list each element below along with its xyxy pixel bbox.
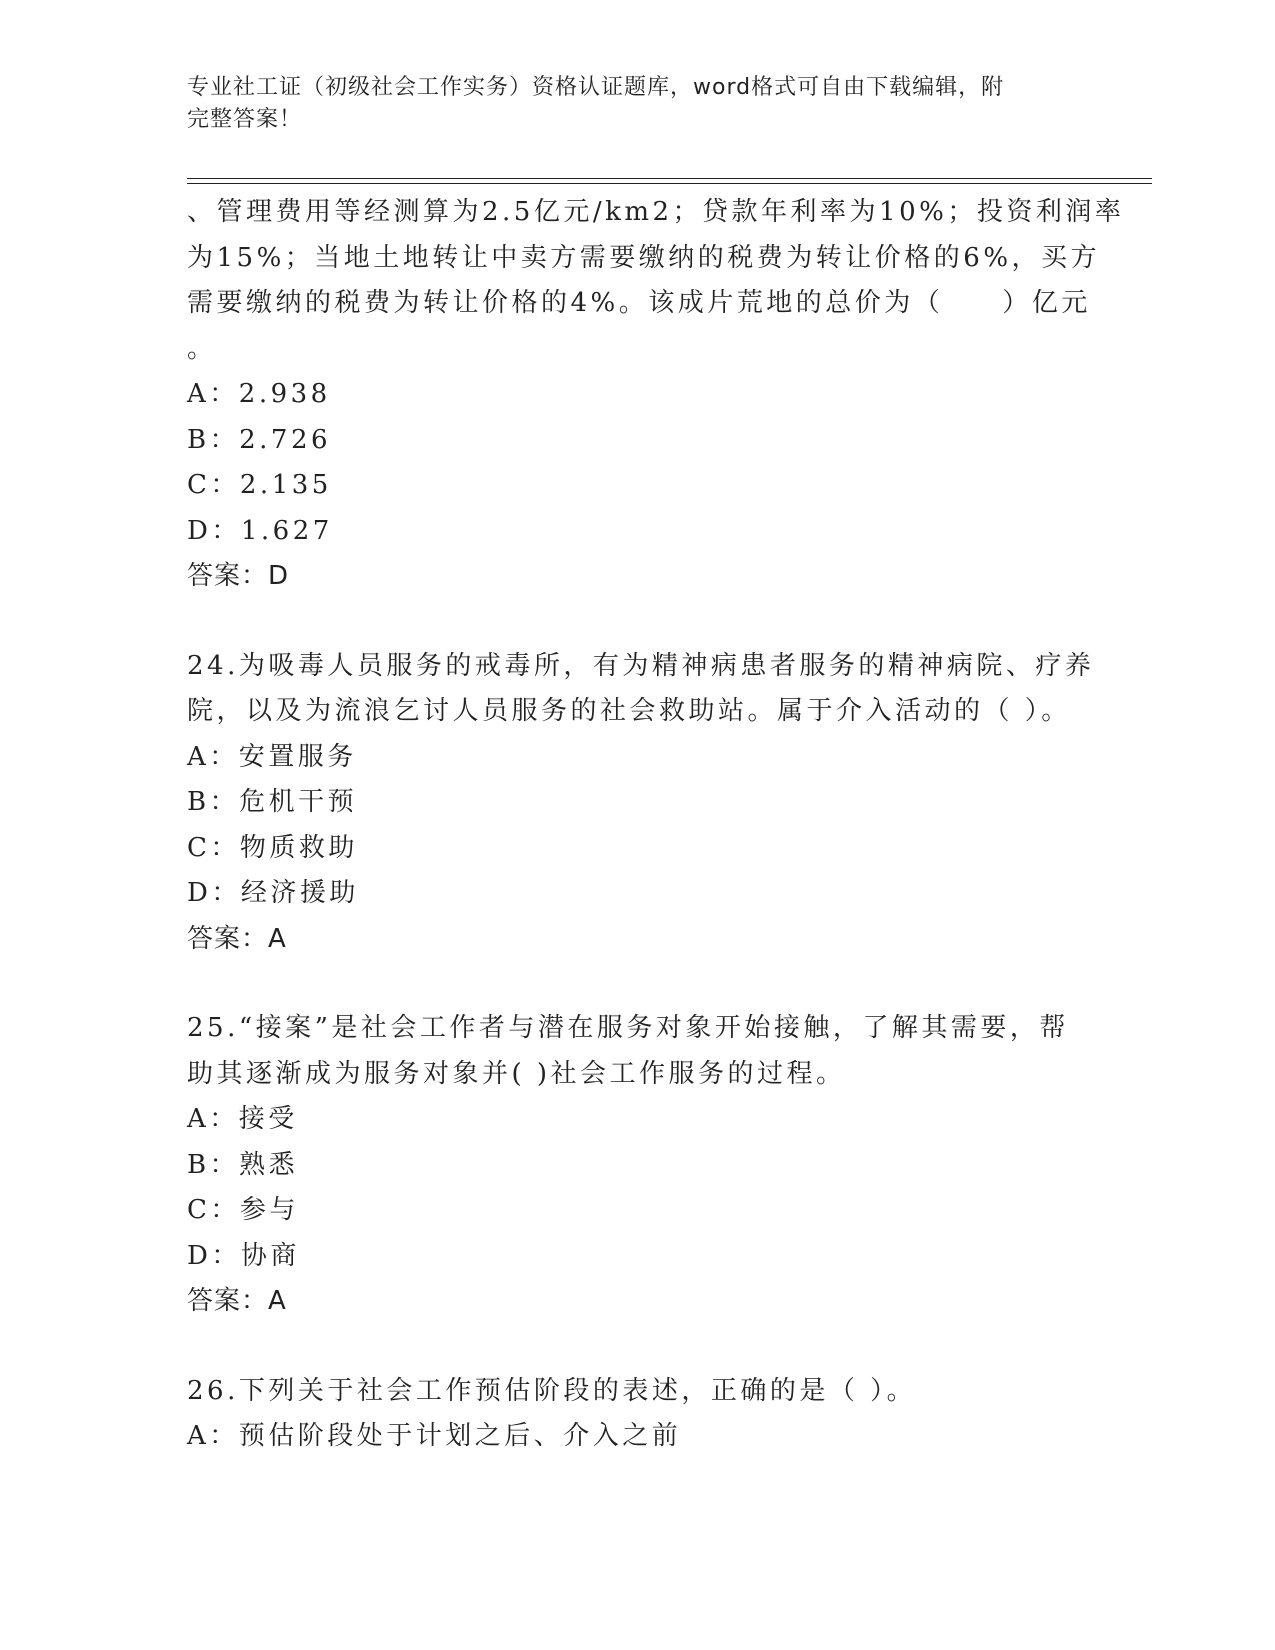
question-stem-line: 25.“接案”是社会工作者与潜在服务对象开始接触，了解其需要，帮 (187, 1013, 1069, 1043)
option-c: C：物质救助 (187, 832, 358, 863)
option-c: C：2.135 (187, 470, 332, 500)
document-body (187, 190, 1125, 1460)
question-spacer (187, 962, 1087, 1006)
question-stem-line: 助其逐渐成为服务对象并( )社会工作服务的过程。 (187, 1058, 846, 1089)
question-block (187, 1369, 1087, 1460)
option-b: B：2.726 (187, 424, 332, 455)
header-rule-bottom (187, 183, 1152, 184)
question-stem-line: 26.下列关于社会工作预估阶段的表述，正确的是（ ）。 (187, 1375, 917, 1406)
option-b: B：危机干预 (187, 787, 358, 817)
option-d: D：协商 (187, 1240, 300, 1271)
header-line-2: 完整答案！ (187, 107, 303, 132)
option-a: A：预估阶段处于计划之后、介入之前 (187, 1421, 682, 1451)
question-stem-line: 24.为吸毒人员服务的戒毒所，有为精神病患者服务的精神病院、疗养 (187, 650, 1095, 681)
question-stem-line: 院，以及为流浪乞讨人员服务的社会救助站。属于介入活动的（ ）。 (187, 696, 1071, 726)
question-stem-line: 。 (187, 333, 217, 364)
question-block (187, 1006, 1087, 1325)
option-d: D：1.627 (187, 515, 333, 546)
option-a: A：安置服务 (187, 741, 357, 772)
question-stem-line: 需要缴纳的税费为转让价格的4%。该成片荒地的总价为（ ）亿元 (187, 288, 1091, 318)
answer: 答案：D (187, 561, 290, 591)
question-stem-line: 、管理费用等经测算为2.5亿元/km2；贷款年利率为10%；投资利润率 (187, 197, 1125, 227)
option-b: B：熟悉 (187, 1149, 299, 1180)
answer: 答案：A (187, 1286, 287, 1316)
header-rule-top (187, 178, 1152, 179)
header-line-1: 专业社工证（初级社会工作实务）资格认证题库，word格式可自由下载编辑，附 (187, 75, 1005, 100)
question-stem-line: 为15%；当地土地转让中卖方需要缴纳的税费为转让价格的6%，买方 (187, 242, 1101, 273)
document-header (187, 72, 1067, 136)
option-a: A：2.938 (187, 379, 331, 409)
question-spacer (187, 1325, 1087, 1369)
question-spacer (187, 600, 1087, 644)
option-d: D：经济援助 (187, 878, 359, 908)
answer: 答案：A (187, 923, 287, 954)
question-block (187, 644, 1095, 963)
option-c: C：参与 (187, 1195, 299, 1225)
option-a: A：接受 (187, 1104, 298, 1134)
question-block (187, 190, 1125, 600)
